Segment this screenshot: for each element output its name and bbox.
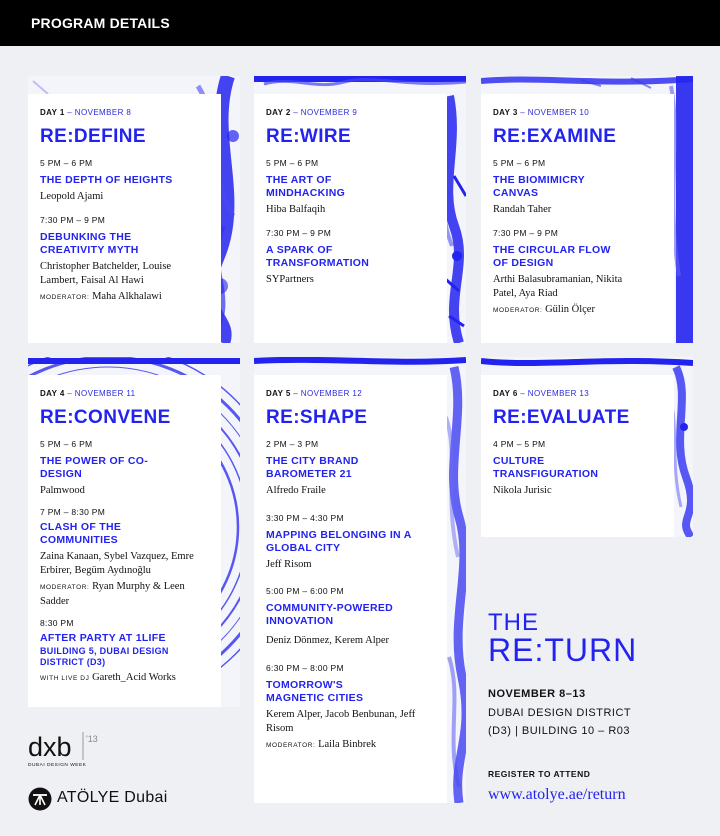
- session-time: 7:30 PM – 9 PM: [493, 227, 559, 238]
- session-speakers: Alfredo Fraile: [266, 485, 326, 496]
- session-time: 6:30 PM – 8:00 PM: [266, 662, 344, 673]
- session-moderator: MODERATOR: Ryan Murphy & Leen Sadder: [40, 580, 185, 607]
- session: [40, 507, 209, 610]
- session-title: AFTER PARTY AT 1LIFE: [40, 631, 166, 644]
- session-speakers: Randah Taher: [493, 204, 552, 215]
- day-card: [28, 375, 221, 707]
- session: [266, 513, 435, 573]
- session: [493, 158, 662, 218]
- session-title: THE POWER OF CO-DESIGN: [40, 455, 149, 480]
- session-title: THE BIOMIMICRY CANVAS: [493, 174, 585, 199]
- event-venue-line2: (D3) | BUILDING 10 – R03: [488, 725, 631, 737]
- session-speakers: Kerem Alper, Jacob Benbunan, Jeff Risom: [266, 708, 416, 734]
- session-title: THE CITY BRAND BAROMETER 21: [266, 455, 359, 480]
- day-label: DAY 3 – NOVEMBER 10: [493, 108, 590, 117]
- session: [40, 618, 209, 687]
- session-speakers: Arthi Balasubramanian, Nikita Patel, Aya Riad: [493, 273, 623, 299]
- session-speakers: Deniz Dönmez, Kerem Alper: [266, 635, 390, 646]
- day-cell-6: [481, 357, 693, 537]
- session-time: 5 PM – 6 PM: [266, 158, 319, 168]
- atolye-logo: [28, 787, 52, 816]
- day-label: DAY 4 – NOVEMBER 11: [40, 389, 136, 398]
- session-time: 7:30 PM – 9 PM: [40, 214, 106, 225]
- header-bar: [0, 0, 720, 46]
- day-card: [254, 94, 447, 343]
- session: [40, 439, 209, 499]
- day-label: DAY 1 – NOVEMBER 8: [40, 108, 132, 117]
- day-theme: RE:CONVENE: [40, 407, 171, 428]
- session-title: THE ART OF MINDHACKING: [266, 174, 346, 199]
- session-time: 5 PM – 6 PM: [40, 439, 93, 449]
- session-title: A SPARK OF TRANSFORMATION: [266, 243, 370, 269]
- atolye-emblem-icon: [28, 787, 52, 811]
- session-time: 7:30 PM – 9 PM: [266, 227, 332, 238]
- session-title: MAPPING BELONGING IN A GLOBAL CITY: [266, 528, 412, 554]
- dxb-logo-icon: [28, 730, 108, 768]
- session-title: CULTURE TRANSFIGURATION: [493, 455, 599, 480]
- day-card: [28, 94, 221, 343]
- session-speakers: Hiba Balfaqih: [266, 204, 326, 215]
- session-location: BUILDING 5, DUBAI DESIGN DISTRICT (D3): [40, 645, 169, 667]
- session: [266, 586, 435, 649]
- session-dj: WITH LIVE DJ Gareth_Acid Works: [40, 671, 176, 683]
- session-speakers: Leopold Ajami: [40, 191, 104, 202]
- day-cell-4: [28, 357, 240, 707]
- session: [40, 215, 209, 306]
- session-speakers: Jeff Risom: [266, 558, 312, 570]
- session-time: 8:30 PM: [40, 617, 74, 628]
- session-moderator: MODERATOR: Gülin Ölçer: [493, 303, 595, 315]
- session-title: TOMORROW'S MAGNETIC CITIES: [266, 678, 364, 704]
- session-time: 5 PM – 6 PM: [40, 158, 93, 168]
- dubai-design-week-logo: [28, 730, 108, 773]
- day-theme: RE:DEFINE: [40, 126, 146, 147]
- session: [266, 663, 435, 754]
- day-cell-1: [28, 76, 240, 343]
- day-label: DAY 6 – NOVEMBER 13: [493, 389, 590, 398]
- event-title: RE:TURN: [488, 632, 638, 668]
- session-speakers: Christopher Batchelder, Louise Lambert, Faisal Al Hawi: [40, 260, 172, 286]
- day-label: DAY 5 – NOVEMBER 12: [266, 389, 363, 398]
- session-time: 3:30 PM – 4:30 PM: [266, 512, 344, 523]
- session-time: 2 PM – 3 PM: [266, 439, 319, 449]
- day-card: [254, 375, 447, 803]
- day-card: [481, 94, 674, 343]
- session-time: 7 PM – 8:30 PM: [40, 506, 106, 517]
- session-moderator: MODERATOR: Maha Alkhalawi: [40, 290, 162, 302]
- session-speakers: Palmwood: [40, 485, 85, 496]
- day-theme: RE:EVALUATE: [493, 407, 630, 428]
- session: [266, 439, 435, 499]
- session: [493, 228, 662, 319]
- session: [493, 439, 662, 499]
- session-title: THE DEPTH OF HEIGHTS: [40, 174, 173, 186]
- register-link[interactable]: www.atolye.ae/return: [488, 786, 626, 803]
- page-title: PROGRAM DETAILS: [31, 15, 170, 31]
- day-theme: RE:SHAPE: [266, 407, 368, 428]
- session: [266, 228, 435, 288]
- day-card: [481, 375, 674, 537]
- session-speakers: SYPartners: [266, 273, 314, 285]
- atolye-wordmark: ATÖLYE Dubai: [57, 789, 168, 806]
- register-label: REGISTER TO ATTEND: [488, 769, 591, 779]
- session: [40, 158, 209, 205]
- session-title: CLASH OF THE COMMUNITIES: [40, 520, 122, 546]
- session-speakers: Nikola Jurisic: [493, 485, 552, 496]
- day-theme: RE:WIRE: [266, 126, 352, 147]
- event-venue-line1: DUBAI DESIGN DISTRICT: [488, 707, 632, 719]
- session-speakers: Zaina Kanaan, Sybel Vazquez, Emre Erbirer, Begüm Aydınoğlu: [40, 550, 194, 576]
- day-cell-2: [254, 76, 466, 343]
- event-the: THE: [488, 609, 539, 636]
- dxb-subtitle: DUBAI DESIGN WEEK: [28, 763, 87, 768]
- event-dates: NOVEMBER 8–13: [488, 688, 586, 700]
- session-time: 5:00 PM – 6:00 PM: [266, 586, 344, 596]
- day-cell-3: [481, 76, 693, 343]
- session-title: COMMUNITY-POWERED INNOVATION: [266, 602, 394, 627]
- session-title: DEBUNKING THE CREATIVITY MYTH: [40, 230, 139, 256]
- session: [266, 158, 435, 218]
- session-time: 5 PM – 6 PM: [493, 158, 546, 168]
- dxb-mark: dxb: [28, 732, 72, 762]
- day-cell-5: [254, 357, 466, 803]
- session-time: 4 PM – 5 PM: [493, 439, 546, 449]
- day-label: DAY 2 – NOVEMBER 9: [266, 108, 358, 117]
- session-title: THE CIRCULAR FLOW OF DESIGN: [493, 243, 611, 269]
- dxb-edition: '13: [86, 734, 98, 744]
- day-theme: RE:EXAMINE: [493, 126, 617, 147]
- session-moderator: MODERATOR: Laila Binbrek: [266, 738, 377, 750]
